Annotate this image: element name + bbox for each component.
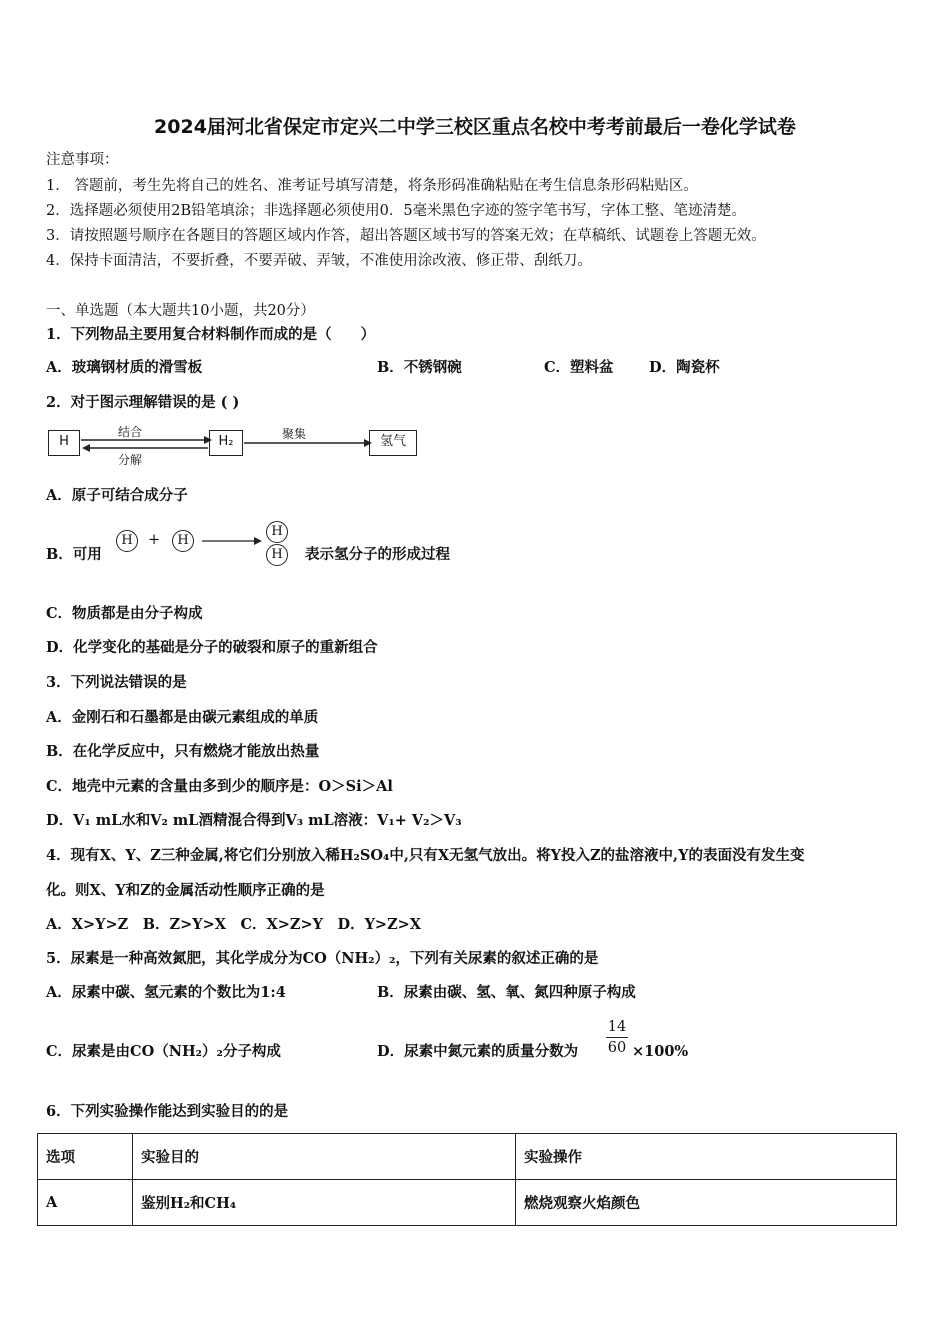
q2-option-d: D．化学变化的基础是分子的破裂和原子的重新组合 — [46, 639, 378, 656]
diagram-h-box: H — [48, 430, 80, 456]
diagram-h2-box: H₂ — [209, 430, 243, 456]
hydrogen-atom-icon: H — [172, 530, 194, 552]
question-1-stem: 1．下列物品主要用复合材料制作而成的是（ ） — [46, 326, 376, 343]
q2-option-b-prefix: B．可用 — [46, 546, 102, 563]
q1-option-a: A．玻璃钢材质的滑雪板 — [46, 359, 203, 376]
question-4-stem-cont: 化。则X、Y和Z的金属活动性顺序正确的是 — [46, 882, 325, 899]
question-6-stem: 6．下列实验操作能达到实验目的的是 — [46, 1103, 289, 1120]
q5-option-b: B．尿素由碳、氢、氧、氮四种原子构成 — [377, 984, 636, 1001]
notice-item: 4．保持卡面清洁，不要折叠，不要弄破、弄皱，不准使用涂改液、修正带、刮纸刀。 — [46, 253, 592, 269]
q4-options: A．X>Y>Z B．Z>Y>X C．X>Z>Y D．Y>Z>X — [46, 916, 422, 933]
label-decompose: 分解 — [118, 453, 143, 467]
plus-sign: + — [148, 532, 161, 548]
arrow-right-icon — [204, 436, 212, 444]
question-5-stem: 5．尿素是一种高效氮肥，其化学成分为CO（NH₂）₂，下列有关尿素的叙述正确的是 — [46, 950, 599, 967]
q3-option-a: A．金刚石和石墨都是由碳元素组成的单质 — [46, 709, 319, 726]
notice-heading: 注意事项： — [46, 152, 119, 168]
question-4-stem: 4．现有X、Y、Z三种金属,将它们分别放入稀H₂SO₄中,只有X无氢气放出。将Y投入Z的盐溶液中,Y的表面没有发生变 — [46, 847, 805, 864]
diagram-gas-box: 氢气 — [369, 430, 417, 456]
diagram-arrows — [46, 425, 426, 473]
notice-item: 1． 答题前，考生先将自己的姓名、准考证号填写清楚，将条形码准确粘贴在考生信息条形码粘贴区。 — [46, 178, 698, 194]
q3-option-d: D．V₁ mL水和V₂ mL酒精混合得到V₃ mL溶液：V₁+ V₂＞V₃ — [46, 812, 462, 829]
q1-option-d: D．陶瓷杯 — [649, 359, 720, 376]
q1-option-b: B．不锈钢碗 — [377, 359, 462, 376]
arrow-right-icon — [202, 534, 262, 548]
label-combine: 结合 — [118, 425, 143, 439]
q5-fraction — [606, 1019, 628, 1056]
notice-item: 3．请按照题号顺序在各题目的答题区域内作答，超出答题区域书写的答案无效；在草稿纸、试题卷上答题无效。 — [46, 228, 766, 244]
hydrogen-atom-icon: H — [266, 521, 288, 543]
label-gather: 聚集 — [282, 427, 307, 441]
arrow-right-icon — [364, 439, 372, 447]
table-cell: 鉴别H₂和CH₄ — [133, 1180, 516, 1226]
fraction-denominator: 60 — [607, 1040, 627, 1056]
hydrogen-diagram — [46, 425, 426, 473]
experiment-table — [37, 1133, 897, 1226]
fraction-numerator: 14 — [607, 1019, 627, 1035]
question-3-stem: 3．下列说法错误的是 — [46, 674, 187, 691]
table-header-row — [38, 1134, 897, 1180]
q2-option-b-suffix: 表示氢分子的形成过程 — [305, 546, 450, 563]
q3-option-b: B．在化学反应中，只有燃烧才能放出热量 — [46, 743, 320, 760]
table-cell: 燃烧观察火焰颜色 — [516, 1180, 897, 1226]
q5-option-a: A．尿素中碳、氢元素的个数比为1:4 — [46, 984, 286, 1001]
table-row — [38, 1180, 897, 1226]
question-2-stem: 2．对于图示理解错误的是 ( ) — [46, 394, 240, 411]
hydrogen-atom-icon: H — [116, 530, 138, 552]
q5-option-d-suffix: ×100% — [632, 1043, 689, 1060]
arrow-left-icon — [82, 444, 90, 452]
table-header: 实验目的 — [133, 1134, 516, 1180]
q2-option-a: A．原子可结合成分子 — [46, 487, 188, 504]
q5-option-d-prefix: D．尿素中氮元素的质量分数为 — [377, 1043, 579, 1060]
notice-item: 2．选择题必须使用2B铅笔填涂；非选择题必须使用0．5毫米黑色字迹的签字笔书写，字体工整、笔迹清楚。 — [46, 203, 747, 219]
table-header: 选项 — [38, 1134, 133, 1180]
q2-option-c: C．物质都是由分子构成 — [46, 605, 203, 622]
q5-option-c: C．尿素是由CO（NH₂）₂分子构成 — [46, 1043, 281, 1060]
page-title: 2024届河北省保定市定兴二中学三校区重点名校中考考前最后一卷化学试卷 — [154, 116, 796, 138]
q1-option-c: C．塑料盆 — [544, 359, 614, 376]
hydrogen-atom-icon: H — [266, 544, 288, 566]
section-heading: 一、单选题（本大题共10小题，共20分） — [46, 303, 315, 319]
table-header: 实验操作 — [516, 1134, 897, 1180]
table-cell: A — [38, 1180, 133, 1226]
q3-option-c: C．地壳中元素的含量由多到少的顺序是：O＞Si＞Al — [46, 778, 393, 795]
